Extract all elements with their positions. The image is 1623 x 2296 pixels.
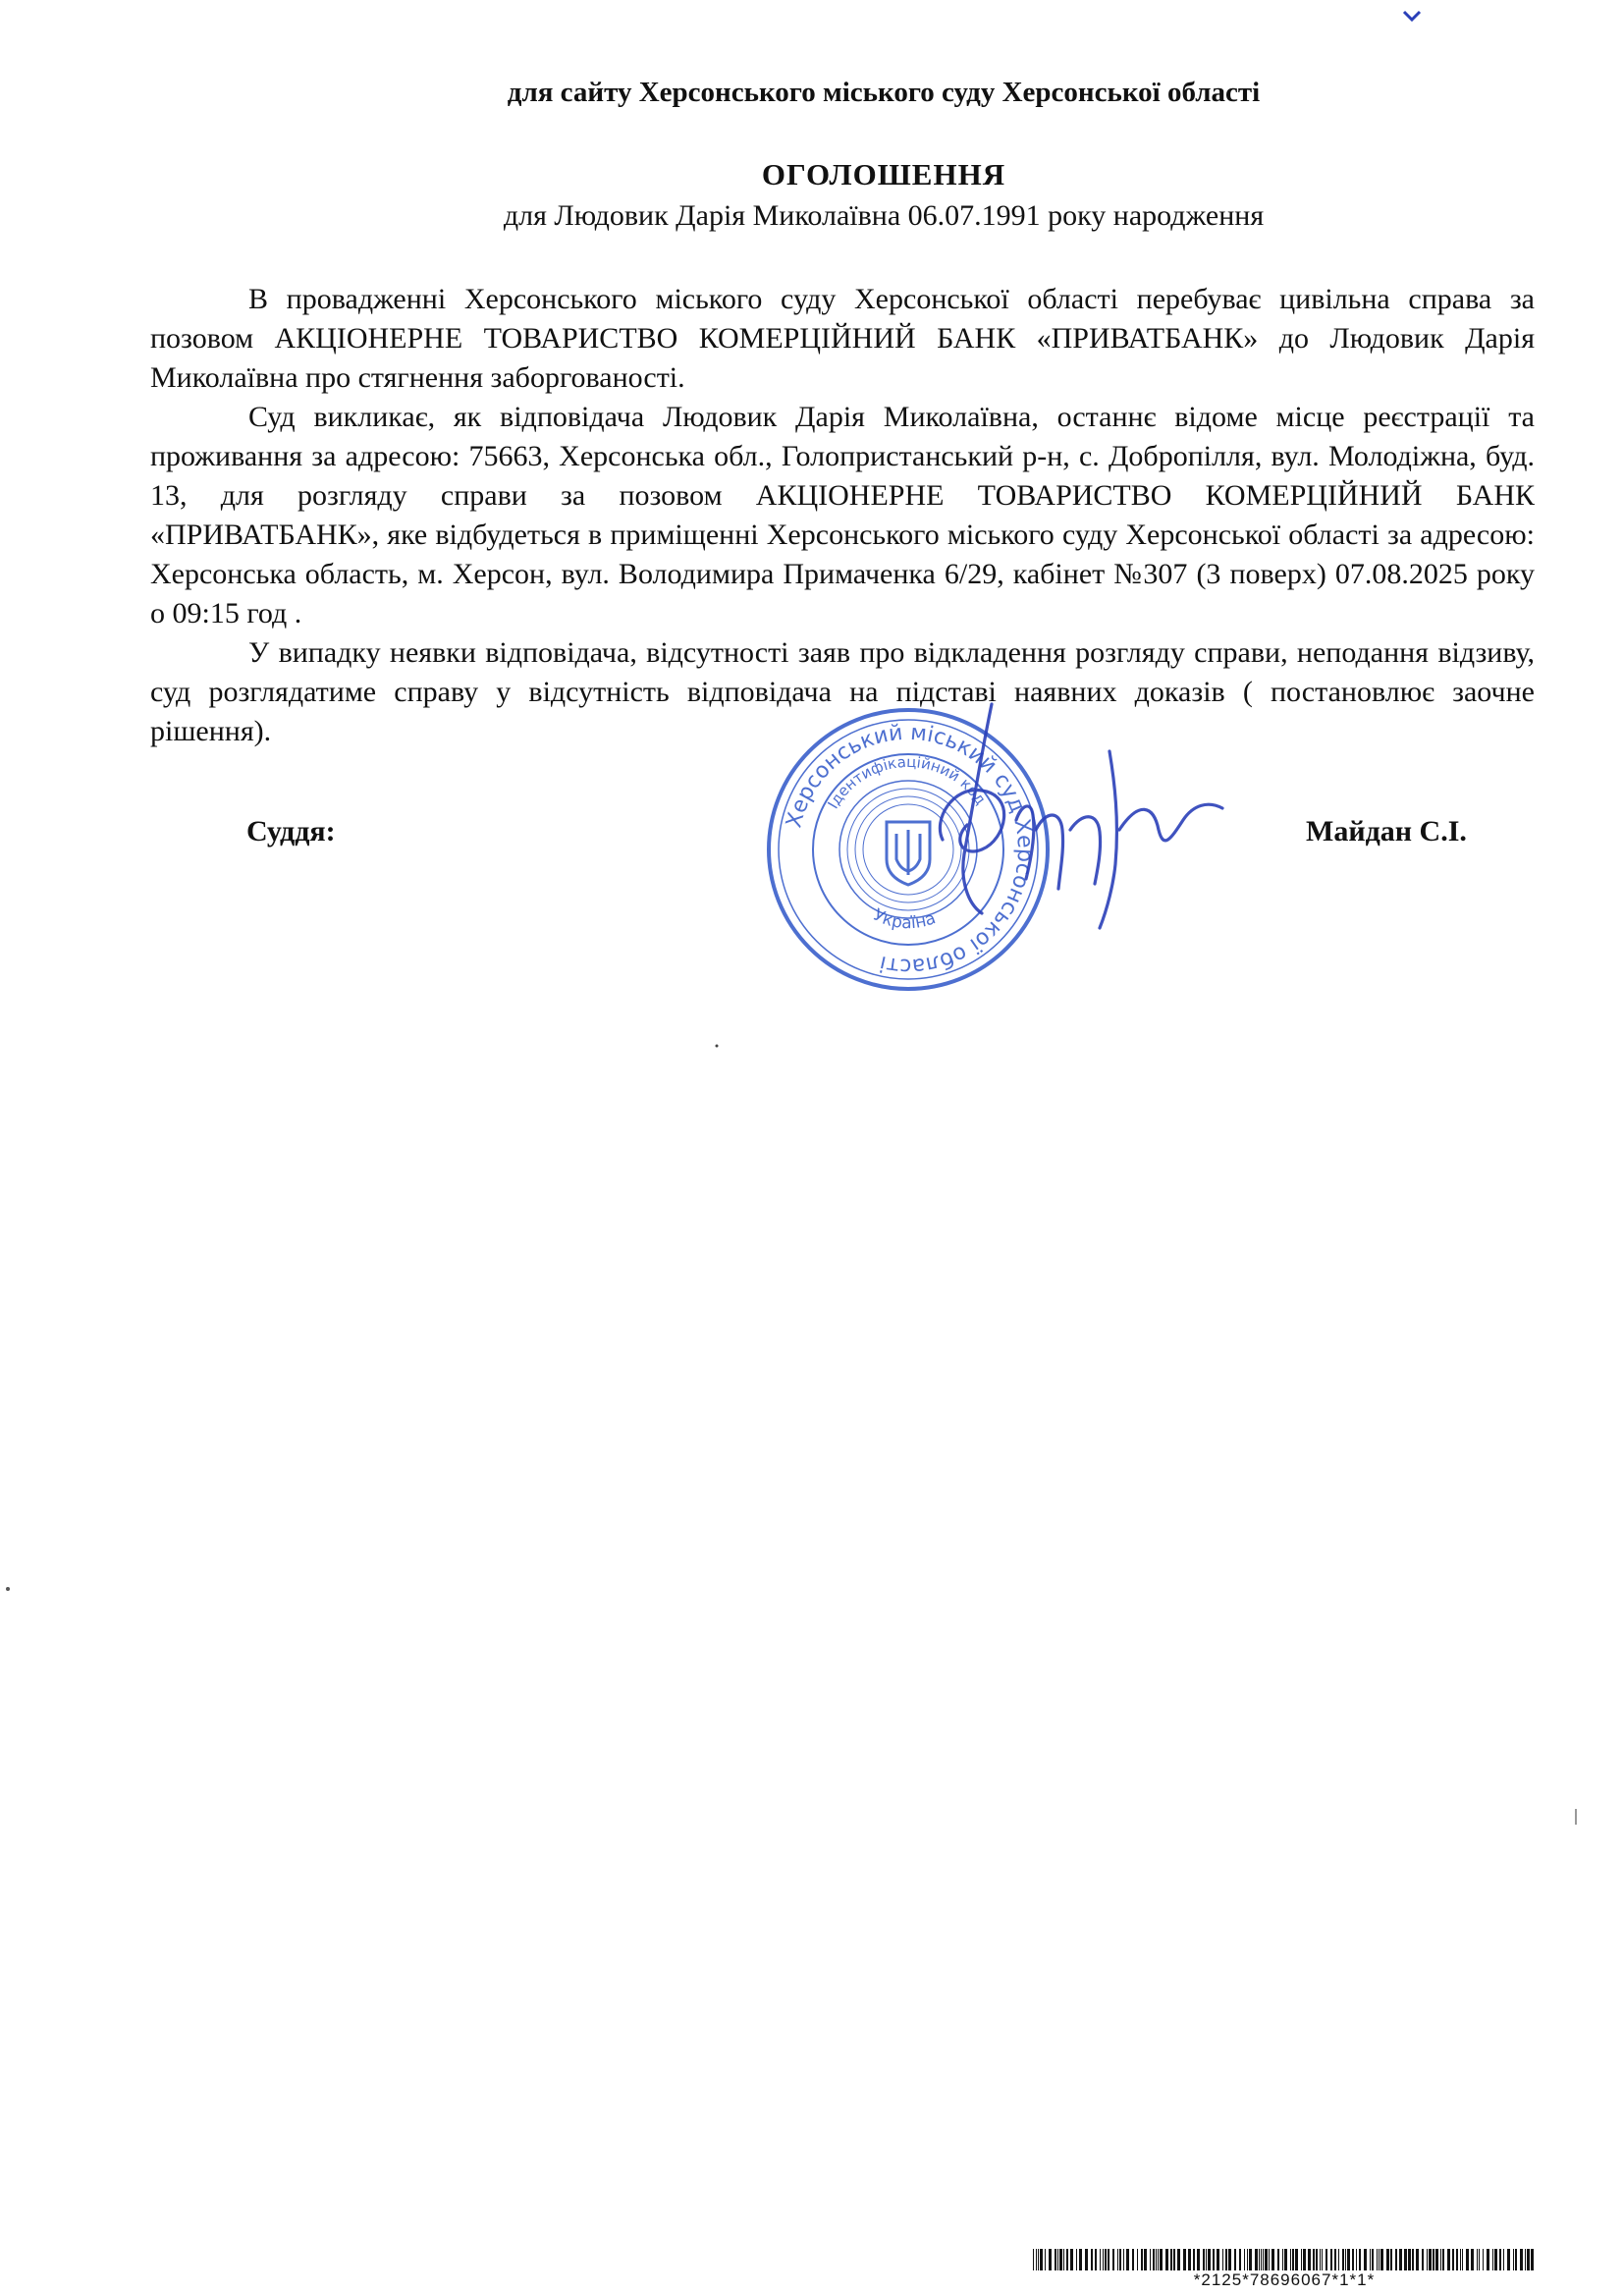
barcode-bar [1399, 2249, 1402, 2270]
barcode-bar [1150, 2249, 1151, 2270]
barcode-bar [1070, 2249, 1073, 2270]
barcode-bar [1177, 2249, 1180, 2270]
barcode-bar [1059, 2249, 1062, 2270]
page-title: ОГОЛОШЕННЯ [761, 157, 1006, 191]
barcode-bar [1239, 2249, 1241, 2270]
stamp-outer-text: Херсонський міський суд Херсонської області [782, 720, 1038, 979]
barcode-bar [1416, 2249, 1419, 2270]
barcode-bar [1412, 2249, 1414, 2270]
barcode-bar [1390, 2249, 1392, 2270]
barcode-bar [1308, 2249, 1311, 2270]
barcode-bar [1095, 2249, 1097, 2270]
barcode-bar [1515, 2249, 1517, 2270]
barcode-bar [1137, 2249, 1138, 2270]
barcode-bar [1284, 2249, 1287, 2270]
barcode-bar [1225, 2249, 1227, 2270]
barcode-bar [1429, 2249, 1432, 2270]
barcode-bar [1076, 2249, 1077, 2270]
barcode-bar [1322, 2249, 1323, 2270]
scan-mark-top [1402, 10, 1422, 22]
barcode-bar [1263, 2249, 1264, 2270]
barcode-bar [1259, 2249, 1260, 2270]
barcode-bar [1079, 2249, 1082, 2270]
barcode-bar [1395, 2249, 1397, 2270]
barcode-bar [1244, 2249, 1245, 2270]
barcode-bar [1208, 2249, 1211, 2270]
scan-mark-right [1571, 1807, 1581, 1827]
barcode-bar [1456, 2249, 1458, 2270]
barcode-bar [1527, 2249, 1530, 2270]
barcode-bar [1377, 2249, 1378, 2270]
barcode-bar [1295, 2249, 1298, 2270]
barcode-bar [1222, 2249, 1223, 2270]
barcode-bar [1442, 2249, 1444, 2270]
barcode-bar [1038, 2249, 1039, 2270]
barcode-bar [1170, 2249, 1172, 2270]
barcode-bar [1338, 2249, 1339, 2270]
barcode-bar [1057, 2249, 1058, 2270]
barcode-bar [1386, 2249, 1389, 2270]
barcode-bar [1352, 2249, 1354, 2270]
barcode-bar [1345, 2249, 1346, 2270]
barcode-bar [1119, 2249, 1121, 2270]
barcode-bar [1492, 2249, 1493, 2270]
barcode-bar [1261, 2249, 1262, 2270]
barcode-bar [1158, 2249, 1159, 2270]
barcode-bar [1112, 2249, 1114, 2270]
barcode-bar [1513, 2249, 1514, 2270]
barcode-bar [1247, 2249, 1248, 2270]
barcode-bar [1117, 2249, 1118, 2270]
paragraph-proceedings: В провадженні Херсонського міського суду Херсонської області перебуває цивільна справа за позовом АКЦІОНЕРНЕ ТОВАРИСТВО КОМЕРЦІЙНИЙ БАНК «ПРИВАТБАНК» до Людовик Дарія Миколаївна про стягнення заборгованості. [150, 283, 1535, 394]
barcode-bar [1292, 2249, 1294, 2270]
barcode-bar [1520, 2249, 1523, 2270]
barcode-bar [1359, 2249, 1361, 2270]
barcode-bar [1126, 2249, 1129, 2270]
barcode-bar [1372, 2249, 1374, 2270]
barcode-bar [1271, 2249, 1274, 2270]
barcode-bar [1370, 2249, 1371, 2270]
judge-signature [913, 692, 1247, 948]
barcode-bar [1165, 2249, 1168, 2270]
barcode-bar [1173, 2249, 1175, 2270]
barcode-bar [1435, 2249, 1438, 2270]
barcode-bar [1460, 2249, 1461, 2270]
paragraph-consequences: У випадку неявки відповідача, відсутності заяв про відкладення розгляду справи, неподання відзиву, суд розглядатиме справу у відсутність відповідача на підставі наявних доказів ( постановлює заочне рішення). [150, 636, 1535, 747]
barcode-bar [1108, 2249, 1109, 2270]
barcode-bar [1255, 2249, 1258, 2270]
barcode-bar [1313, 2249, 1315, 2270]
barcode-bar [1479, 2249, 1480, 2270]
barcode-bar [1063, 2249, 1064, 2270]
barcode [1033, 2249, 1536, 2270]
barcode-bar [1440, 2249, 1441, 2270]
barcode-bar [1356, 2249, 1357, 2270]
barcode-bar [1342, 2249, 1344, 2270]
barcode-bar [1303, 2249, 1306, 2270]
barcode-bar [1091, 2249, 1093, 2270]
barcode-bar [1206, 2249, 1207, 2270]
barcode-bar [1433, 2249, 1434, 2270]
barcode-bar [1483, 2249, 1484, 2270]
barcode-bar [1055, 2249, 1056, 2270]
barcode-bar [1503, 2249, 1504, 2270]
barcode-bar [1452, 2249, 1454, 2270]
barcode-bar [1531, 2249, 1534, 2270]
barcode-bar [1153, 2249, 1155, 2270]
barcode-bar [1466, 2249, 1469, 2270]
barcode-bar [1471, 2249, 1474, 2270]
barcode-bar [1217, 2249, 1219, 2270]
barcode-bar [1160, 2249, 1163, 2270]
barcode-bar [1213, 2249, 1215, 2270]
barcode-bar [1487, 2249, 1489, 2270]
stamp-bottom-text: Україна [870, 904, 939, 934]
scan-mark-left [5, 1586, 11, 1592]
barcode-bar [1188, 2249, 1191, 2270]
barcode-bar [1132, 2249, 1134, 2270]
barcode-bar [1249, 2249, 1252, 2270]
barcode-bar [1427, 2249, 1428, 2270]
barcode-bar [1325, 2249, 1327, 2270]
barcode-bar [1320, 2249, 1321, 2270]
barcode-bar [1085, 2249, 1088, 2270]
barcode-bar [1033, 2249, 1034, 2270]
stamp-inner-text: Ідентифікаційний код [824, 752, 990, 812]
barcode-bar [1316, 2249, 1318, 2270]
barcode-bar [1330, 2249, 1332, 2270]
page-subtitle: для Людовик Дарія Миколаївна 06.07.1991 року народження [503, 199, 1265, 232]
barcode-bar [1447, 2249, 1450, 2270]
barcode-bar [1277, 2249, 1279, 2270]
site-line: для сайту Херсонського міського суду Херсонської області [507, 77, 1261, 108]
barcode-bar [1462, 2249, 1463, 2270]
scan-mark-mid [714, 1043, 720, 1049]
barcode-bar [1183, 2249, 1186, 2270]
barcode-bar [1156, 2249, 1157, 2270]
barcode-bar [1301, 2249, 1302, 2270]
barcode-bar [1203, 2249, 1205, 2270]
barcode-bar [1334, 2249, 1336, 2270]
barcode-bar [1045, 2249, 1046, 2270]
barcode-bar [1347, 2249, 1350, 2270]
barcode-bar [1144, 2249, 1147, 2270]
barcode-bar [1269, 2249, 1270, 2270]
barcode-bar [1379, 2249, 1380, 2270]
barcode-bar [1477, 2249, 1478, 2270]
paragraph-summons: Суд викликає, як відповідача Людовик Дарія Миколаївна, останнє відоме місце реєстрації та проживання за адресою: 75663, Херсонська обл., Голопристанський р-н, с. Добропілля, вул. Молодіжна, буд. 13, для розгляду справи за позовом АКЦІОНЕРНЕ ТОВАРИСТВО КОМЕРЦІЙНИЙ БАНК «ПРИВАТБАНК», яке відбудеться в приміщенні Херсонського міського суду Херсонської області за адресою: Херсонська область, м. Херсон, вул. Володимира Примаченка 6/29, кабінет №307 (3 поверх) 07.08.2025 року о 09:15 год . [150, 401, 1535, 629]
barcode-bar [1066, 2249, 1068, 2270]
barcode-bar [1404, 2249, 1407, 2270]
barcode-bar [1036, 2249, 1037, 2270]
barcode-bar [1507, 2249, 1510, 2270]
barcode-bar [1234, 2249, 1236, 2270]
barcode-bar [1494, 2249, 1497, 2270]
barcode-bar [1100, 2249, 1101, 2270]
barcode-bar [1228, 2249, 1231, 2270]
barcode-text: *2125*78696067*1*1* [1193, 2270, 1376, 2289]
barcode-bar [1408, 2249, 1411, 2270]
barcode-bar [1049, 2249, 1052, 2270]
barcode-bar [1197, 2249, 1200, 2270]
announcement-body [150, 280, 1535, 751]
judge-name: Майдан С.І. [1306, 815, 1467, 847]
barcode-bar [1123, 2249, 1124, 2270]
barcode-bar [1141, 2249, 1143, 2270]
judge-label: Суддя: [246, 815, 336, 847]
barcode-bar [1193, 2249, 1195, 2270]
barcode-bar [1422, 2249, 1424, 2270]
barcode-bar [1105, 2249, 1107, 2270]
barcode-bar [1364, 2249, 1367, 2270]
barcode-bar [1499, 2249, 1501, 2270]
barcode-bar [1282, 2249, 1283, 2270]
barcode-bar [1290, 2249, 1291, 2270]
barcode-bar [1103, 2249, 1104, 2270]
barcode-bar [1265, 2249, 1268, 2270]
barcode-bar [1380, 2249, 1383, 2270]
barcode-bar [1040, 2249, 1043, 2270]
barcode-bar [1525, 2249, 1526, 2270]
